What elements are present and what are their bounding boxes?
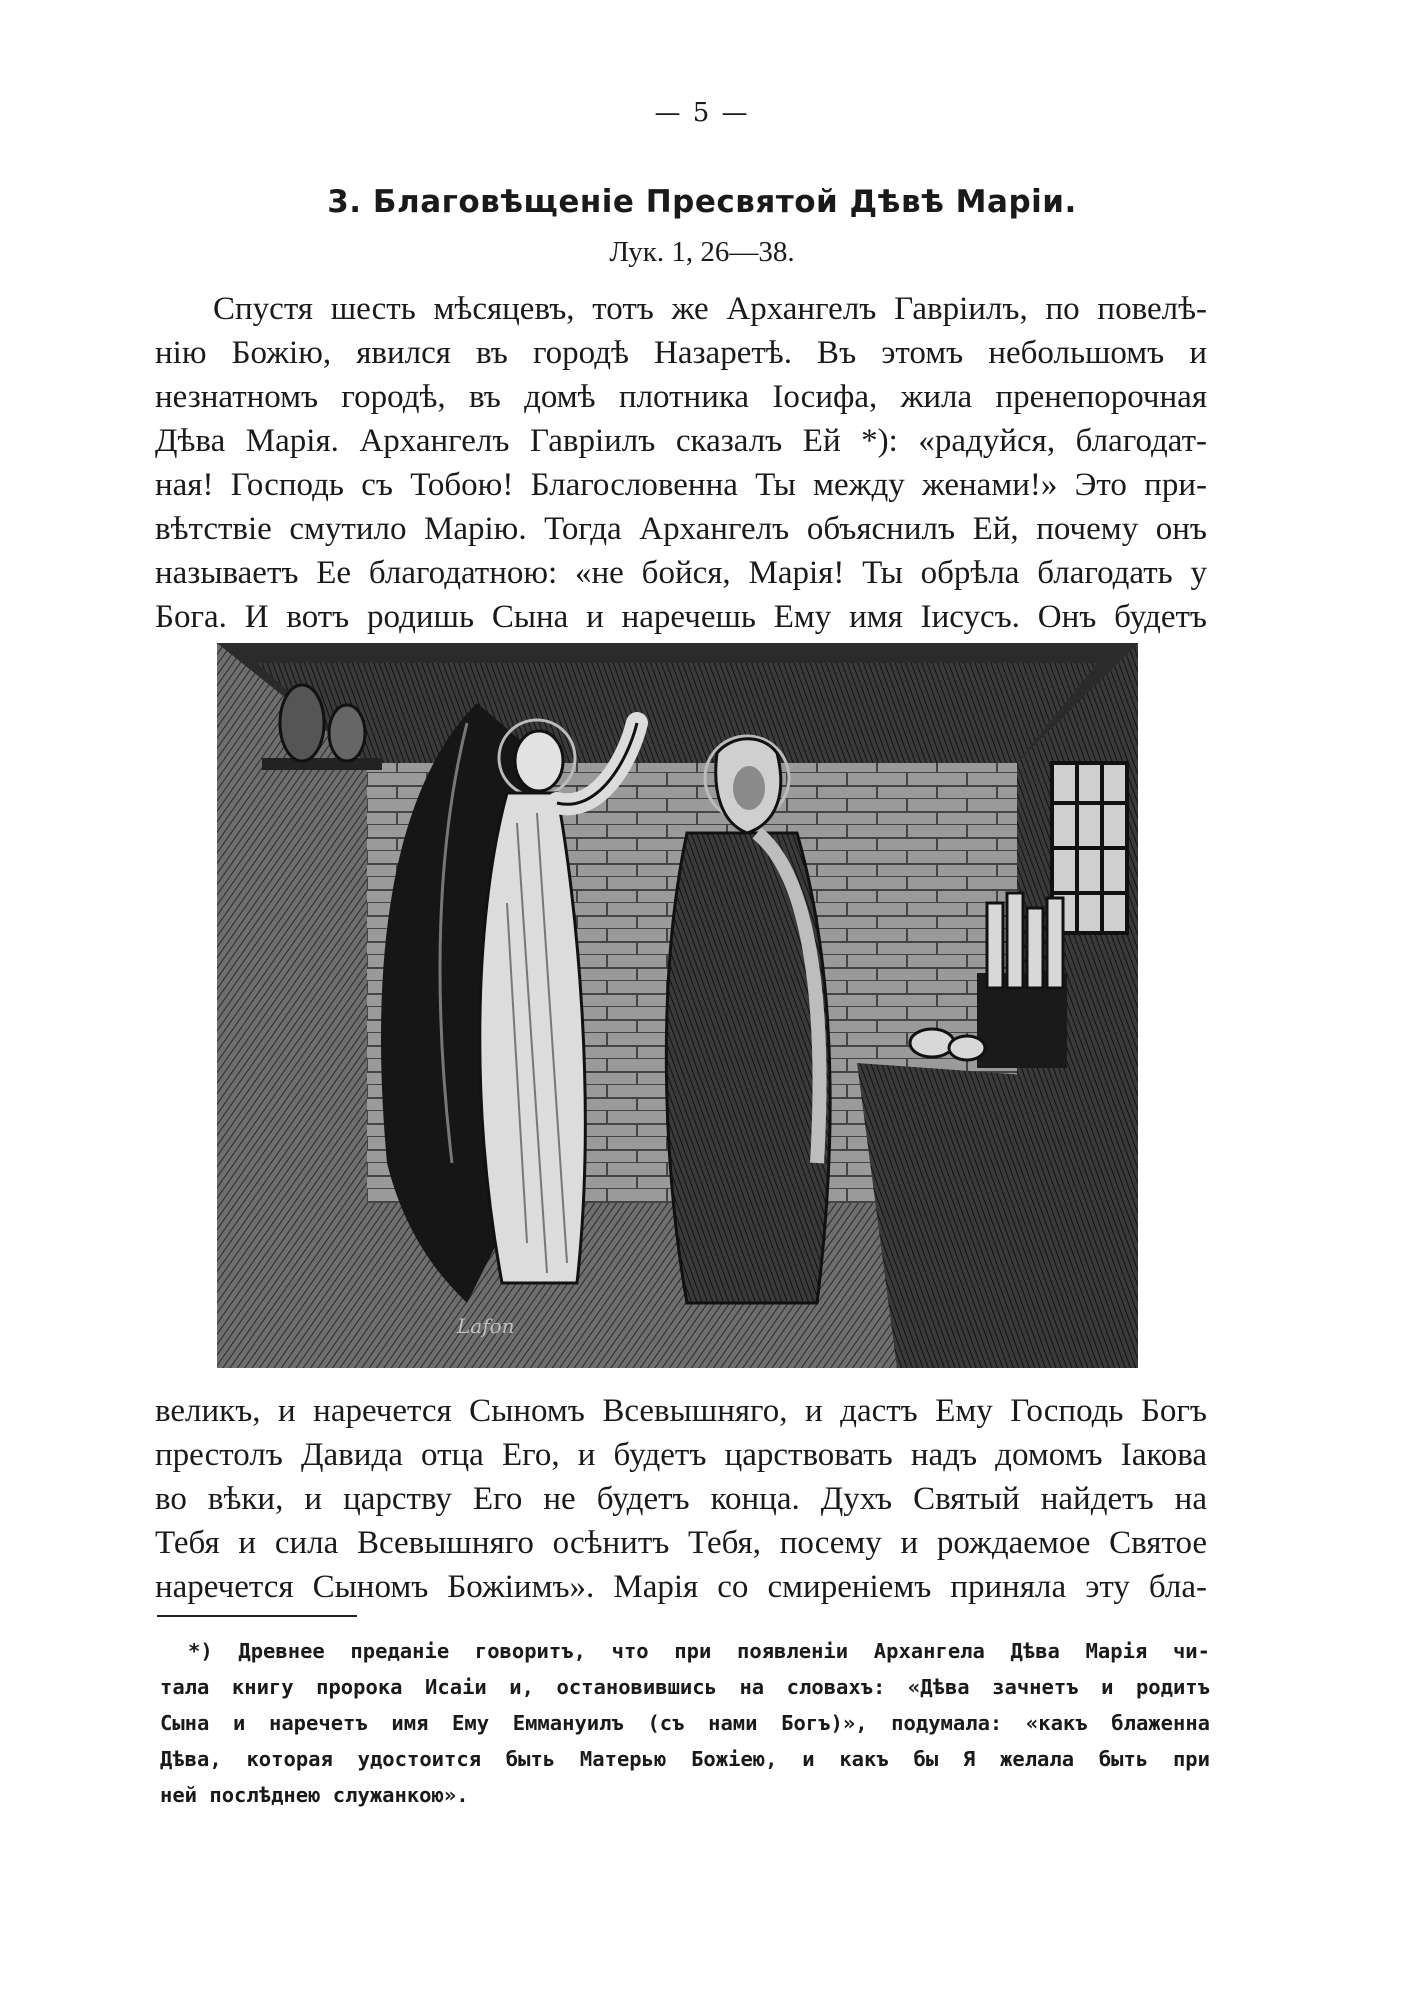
footnote-line: ней послѣднею служанкою». [160,1783,469,1807]
text-line: ная! Господь съ Тобою! Благословенна Ты между женами!» Это при- [155,467,1207,503]
text-line: Спустя шесть мѣсяцевъ, тотъ же Архангелъ Гавріилъ, по повелѣ- [213,291,1207,327]
chapter-title: 3. Благовѣщеніе Пресвятой Дѣвѣ Маріи. [327,184,1077,220]
text-line: наречется Сыномъ Божіимъ». Марія со смиреніемъ приняла эту бла- [155,1569,1207,1605]
text-line: вѣтствіе смутило Марію. Тогда Архангелъ объяснилъ Ей, почему онъ [155,511,1207,547]
footnote-divider [157,1615,357,1617]
text-line: Дѣва Марія. Архангелъ Гавріилъ сказалъ Ей *): «радуйся, благодат- [155,423,1207,459]
footnote-line: тала книгу пророка Исаіи и, остановившись на словахъ: «Дѣва зачнетъ и родитъ [160,1675,1210,1699]
text-line: во вѣки, и царству Его не будетъ конца. Духъ Святый найдетъ на [155,1481,1207,1517]
paragraph-2 [155,1389,1207,1609]
paragraph-1 [155,287,1207,639]
footnote-line: Сына и наречетъ имя Ему Еммануилъ (съ нами Богъ)», подумала: «какъ блаженна [160,1711,1210,1735]
engraving-drawing [217,643,1138,1368]
text-line: Бога. И вотъ родишь Сына и наречешь Ему имя Іисусъ. Онъ будетъ [155,599,1207,635]
text-line: называетъ Ее благодатною: «не бойся, Марія! Ты обрѣла благодать у [155,555,1207,591]
text-line: нію Божію, явился въ городѣ Назаретѣ. Въ этомъ небольшомъ и [155,335,1207,371]
text-line: незнатномъ городѣ, въ домѣ плотника Іосифа, жила пренепорочная [155,379,1207,415]
engraver-signature: Lafon [457,1314,515,1338]
text-line: престолъ Давида отца Его, и будетъ царствовать надъ домомъ Іакова [155,1437,1207,1473]
footnote [160,1633,1210,1813]
page-number: — 5 — [654,98,750,128]
text-line: великъ, и наречется Сыномъ Всевышняго, и дастъ Ему Господь Богъ [155,1393,1207,1429]
chapter-reference: Лук. 1, 26—38. [609,236,795,268]
annunciation-engraving [217,643,1138,1368]
text-line: Тебя и сила Всевышняго осѣнитъ Тебя, посему и рождаемое Святое [155,1525,1207,1561]
footnote-line: Дѣва, которая удостоится быть Матерью Божіею, и какъ бы Я желала быть при [160,1747,1210,1771]
footnote-line: *) Древнее преданіе говоритъ, что при появленіи Архангела Дѣва Марія чи- [188,1639,1210,1663]
